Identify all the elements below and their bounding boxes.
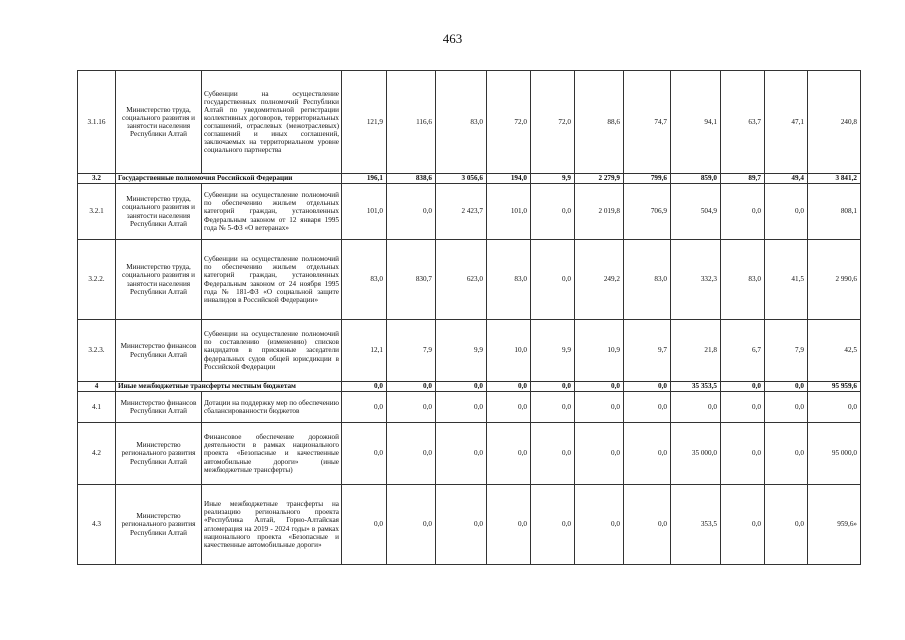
value-cell: 9,9 xyxy=(531,174,575,184)
row-code: 4.3 xyxy=(78,485,116,565)
value-cell: 88,6 xyxy=(575,71,624,174)
value-cell: 0,0 xyxy=(342,485,387,565)
value-cell: 0,0 xyxy=(721,184,765,240)
value-cell: 7,9 xyxy=(387,320,436,382)
value-cell: 0,0 xyxy=(721,392,765,423)
value-cell: 353,5 xyxy=(671,485,721,565)
value-cell: 0,0 xyxy=(487,392,531,423)
value-cell: 6,7 xyxy=(721,320,765,382)
responsible-organization: Министерство финансов Республики Алтай xyxy=(116,392,202,423)
section-row xyxy=(78,382,861,392)
value-cell: 332,3 xyxy=(671,240,721,320)
value-cell: 74,7 xyxy=(624,71,671,174)
value-cell: 0,0 xyxy=(487,485,531,565)
value-cell: 0,0 xyxy=(624,392,671,423)
row-code: 3.2 xyxy=(78,174,116,184)
row-code: 4.1 xyxy=(78,392,116,423)
value-cell: 83,0 xyxy=(721,240,765,320)
value-cell: 194,0 xyxy=(487,174,531,184)
value-cell: 0,0 xyxy=(487,423,531,485)
item-description: Субвенции на осуществление государственных полномочий Республики Алтай по уведомительной регистрации коллективных договоров, территориальных соглашений, отраслевых (межотраслевых) соглашений и иных соглашений, заключаемых на территориальном уровне социального партнерства xyxy=(202,71,342,174)
value-cell: 0,0 xyxy=(342,382,387,392)
section-title: Иные межбюджетные трансферты местным бюджетам xyxy=(116,382,342,392)
value-cell: 0,0 xyxy=(765,485,808,565)
value-cell: 0,0 xyxy=(387,184,436,240)
value-cell: 0,0 xyxy=(531,184,575,240)
value-cell: 83,0 xyxy=(342,240,387,320)
value-cell: 12,1 xyxy=(342,320,387,382)
value-cell: 0,0 xyxy=(387,382,436,392)
value-cell: 0,0 xyxy=(436,423,487,485)
value-cell: 830,7 xyxy=(387,240,436,320)
value-cell: 10,9 xyxy=(575,320,624,382)
item-description: Дотации на поддержку мер по обеспечению сбалансированности бюджетов xyxy=(202,392,342,423)
item-description: Иные межбюджетные трансферты на реализацию регионального проекта «Республика Алтай, Горно-Алтайская агломерация на 2019 - 2024 годы» в рамках национального проекта «Безопасные и качественные автомобильные дороги» xyxy=(202,485,342,565)
value-cell: 121,9 xyxy=(342,71,387,174)
value-cell: 9,9 xyxy=(436,320,487,382)
value-cell: 0,0 xyxy=(575,423,624,485)
value-cell: 504,9 xyxy=(671,184,721,240)
row-code: 3.2.1 xyxy=(78,184,116,240)
page-number: 463 xyxy=(442,31,463,46)
value-cell: 0,0 xyxy=(671,392,721,423)
value-cell: 0,0 xyxy=(721,382,765,392)
responsible-organization: Министерство труда, социального развития и занятости населения Республики Алтай xyxy=(116,184,202,240)
table-row xyxy=(78,71,861,174)
value-cell: 101,0 xyxy=(487,184,531,240)
table-row xyxy=(78,240,861,320)
value-cell: 2 423,7 xyxy=(436,184,487,240)
item-description: Финансовое обеспечение дорожной деятельности в рамках национального проекта «Безопасные и качественные автомобильные дороги» (иные межбюджетные трансферты) xyxy=(202,423,342,485)
value-cell: 623,0 xyxy=(436,240,487,320)
value-cell: 83,0 xyxy=(487,240,531,320)
value-cell: 9,9 xyxy=(531,320,575,382)
value-cell: 63,7 xyxy=(721,71,765,174)
value-cell: 0,0 xyxy=(624,382,671,392)
value-cell: 35 000,0 xyxy=(671,423,721,485)
row-code: 3.2.3. xyxy=(78,320,116,382)
value-cell: 0,0 xyxy=(575,485,624,565)
value-cell: 0,0 xyxy=(387,485,436,565)
value-cell: 0,0 xyxy=(531,240,575,320)
section-row xyxy=(78,174,861,184)
value-cell: 3 056,6 xyxy=(436,174,487,184)
value-cell: 0,0 xyxy=(765,382,808,392)
value-cell: 0,0 xyxy=(531,485,575,565)
value-cell: 3 841,2 xyxy=(808,174,861,184)
value-cell: 859,0 xyxy=(671,174,721,184)
value-cell: 0,0 xyxy=(575,382,624,392)
value-cell: 2 990,6 xyxy=(808,240,861,320)
value-cell: 7,9 xyxy=(765,320,808,382)
value-cell: 72,0 xyxy=(531,71,575,174)
value-cell: 47,1 xyxy=(765,71,808,174)
responsible-organization: Министерство финансов Республики Алтай xyxy=(116,320,202,382)
value-cell: 0,0 xyxy=(624,485,671,565)
value-cell: 0,0 xyxy=(342,423,387,485)
responsible-organization: Министерство регионального развития Республики Алтай xyxy=(116,485,202,565)
value-cell: 838,6 xyxy=(387,174,436,184)
responsible-organization: Министерство труда, социального развития и занятости населения Республики Алтай xyxy=(116,240,202,320)
value-cell: 799,6 xyxy=(624,174,671,184)
responsible-organization: Министерство труда, социального развития и занятости населения Республики Алтай xyxy=(116,71,202,174)
budget-table xyxy=(77,70,861,565)
value-cell: 9,7 xyxy=(624,320,671,382)
value-cell: 0,0 xyxy=(487,382,531,392)
table-row xyxy=(78,320,861,382)
value-cell: 2 279,9 xyxy=(575,174,624,184)
value-cell: 0,0 xyxy=(387,392,436,423)
value-cell: 808,1 xyxy=(808,184,861,240)
value-cell: 0,0 xyxy=(436,485,487,565)
value-cell: 41,5 xyxy=(765,240,808,320)
item-description: Субвенции на осуществление полномочий по обеспечению жильем отдельных категорий граждан, установленных Федеральным законом от 24 ноября 1995 года № 181-ФЗ «О социальной защите инвалидов в Российской Федерации» xyxy=(202,240,342,320)
value-cell: 83,0 xyxy=(624,240,671,320)
item-description: Субвенции на осуществление полномочий по составлению (изменению) списков кандидатов в присяжные заседатели федеральных судов общей юрисдикции в Российской Федерации xyxy=(202,320,342,382)
value-cell: 0,0 xyxy=(342,392,387,423)
responsible-organization: Министерство регионального развития Республики Алтай xyxy=(116,423,202,485)
value-cell: 0,0 xyxy=(765,184,808,240)
value-cell: 21,8 xyxy=(671,320,721,382)
value-cell: 196,1 xyxy=(342,174,387,184)
value-cell: 72,0 xyxy=(487,71,531,174)
value-cell: 0,0 xyxy=(765,423,808,485)
table-row xyxy=(78,392,861,423)
value-cell: 94,1 xyxy=(671,71,721,174)
row-code: 3.2.2. xyxy=(78,240,116,320)
value-cell: 2 019,8 xyxy=(575,184,624,240)
value-cell: 101,0 xyxy=(342,184,387,240)
table-row xyxy=(78,485,861,565)
value-cell: 0,0 xyxy=(721,423,765,485)
value-cell: 959,6» xyxy=(808,485,861,565)
value-cell: 249,2 xyxy=(575,240,624,320)
value-cell: 89,7 xyxy=(721,174,765,184)
value-cell: 35 353,5 xyxy=(671,382,721,392)
value-cell: 95 000,0 xyxy=(808,423,861,485)
value-cell: 10,0 xyxy=(487,320,531,382)
value-cell: 0,0 xyxy=(531,423,575,485)
value-cell: 0,0 xyxy=(387,423,436,485)
value-cell: 0,0 xyxy=(436,382,487,392)
value-cell: 42,5 xyxy=(808,320,861,382)
value-cell: 0,0 xyxy=(575,392,624,423)
table-row xyxy=(78,184,861,240)
section-title: Государственные полномочия Российской Федерации xyxy=(116,174,342,184)
value-cell: 0,0 xyxy=(721,485,765,565)
value-cell: 0,0 xyxy=(531,392,575,423)
value-cell: 95 959,6 xyxy=(808,382,861,392)
row-code: 3.1.16 xyxy=(78,71,116,174)
row-code: 4 xyxy=(78,382,116,392)
value-cell: 0,0 xyxy=(808,392,861,423)
value-cell: 0,0 xyxy=(531,382,575,392)
value-cell: 0,0 xyxy=(436,392,487,423)
item-description: Субвенции на осуществление полномочий по обеспечению жильем отдельных категорий граждан, установленных Федеральным законом от 12 января 1995 года № 5-ФЗ «О ветеранах» xyxy=(202,184,342,240)
value-cell: 0,0 xyxy=(765,392,808,423)
value-cell: 116,6 xyxy=(387,71,436,174)
value-cell: 706,9 xyxy=(624,184,671,240)
value-cell: 240,8 xyxy=(808,71,861,174)
value-cell: 83,0 xyxy=(436,71,487,174)
table-row xyxy=(78,423,861,485)
row-code: 4.2 xyxy=(78,423,116,485)
value-cell: 0,0 xyxy=(624,423,671,485)
value-cell: 49,4 xyxy=(765,174,808,184)
